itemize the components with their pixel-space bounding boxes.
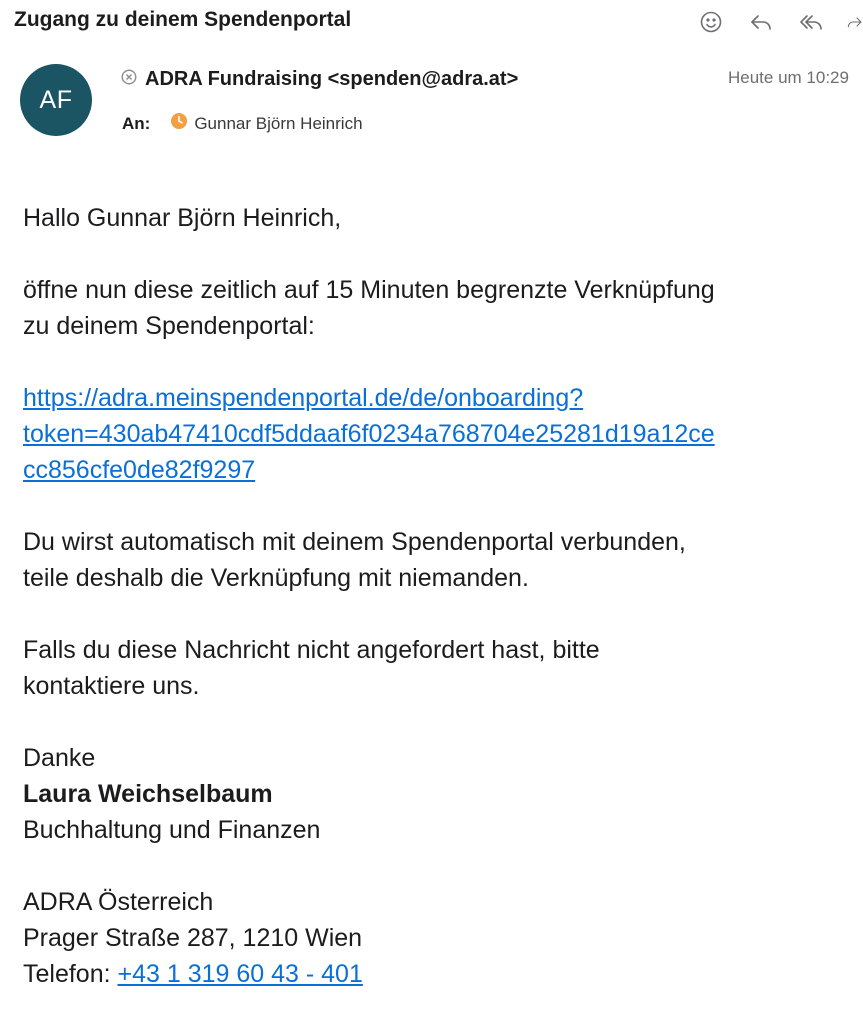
phone-link[interactable]: +43 1 319 60 43 - 401 — [117, 960, 363, 988]
recipient-name[interactable]: Gunnar Björn Heinrich — [194, 113, 363, 133]
remove-sender-icon[interactable] — [120, 68, 138, 91]
contact-line: kontaktiere uns. — [23, 672, 200, 700]
recipient-row — [122, 112, 363, 135]
link-line[interactable]: https://adra.meinspendenportal.de/de/onboarding? — [23, 384, 584, 412]
org-address: Prager Straße 287, 1210 Wien — [23, 924, 363, 952]
link-paragraph — [23, 380, 853, 488]
signature-role: Buchhaltung und Finanzen — [23, 816, 321, 844]
contact-line: Falls du diese Nachricht nicht angefordert hast, bitte — [23, 636, 600, 664]
to-label: An: — [122, 113, 151, 133]
sender-avatar: AF — [20, 64, 92, 136]
thanks-text: Danke — [23, 744, 96, 772]
notice-paragraph — [23, 524, 853, 596]
phone-line — [23, 956, 853, 992]
contact-paragraph — [23, 632, 853, 704]
smiley-icon[interactable] — [697, 8, 725, 36]
notice-line: Du wirst automatisch mit deinem Spendenportal verbunden, — [23, 528, 686, 556]
signature-name: Laura Weichselbaum — [23, 780, 273, 808]
link-line[interactable]: token=430ab47410cdf5ddaaf6f0234a768704e25281d19a12ce — [23, 420, 715, 448]
phone-label: Telefon: — [23, 960, 118, 988]
email-date: Heute um 10:29 — [728, 68, 849, 87]
org-name: ADRA Österreich — [23, 888, 214, 916]
organization-block — [23, 884, 853, 992]
email-body — [23, 200, 853, 1024]
portal-link[interactable] — [23, 380, 853, 488]
signature — [23, 740, 853, 848]
sender-row — [120, 68, 518, 91]
reply-icon[interactable] — [747, 8, 775, 36]
notice-line: teile deshalb die Verknüpfung mit niemanden. — [23, 564, 529, 592]
clock-icon — [170, 112, 188, 135]
message-toolbar — [697, 7, 863, 37]
intro-line: öffne nun diese zeitlich auf 15 Minuten begrenzte Verknüpfung — [23, 276, 715, 304]
email-subject: Zugang zu deinem Spendenportal — [14, 8, 352, 31]
greeting: Hallo Gunnar Björn Heinrich, — [23, 204, 342, 232]
intro-paragraph — [23, 272, 853, 344]
link-line[interactable]: cc856cfe0de82f9297 — [23, 456, 256, 484]
forward-icon[interactable] — [847, 8, 863, 36]
sender-name[interactable]: ADRA Fundraising <spenden@adra.at> — [145, 68, 519, 90]
reply-all-icon[interactable] — [797, 8, 825, 36]
intro-line: zu deinem Spendenportal: — [23, 312, 315, 340]
